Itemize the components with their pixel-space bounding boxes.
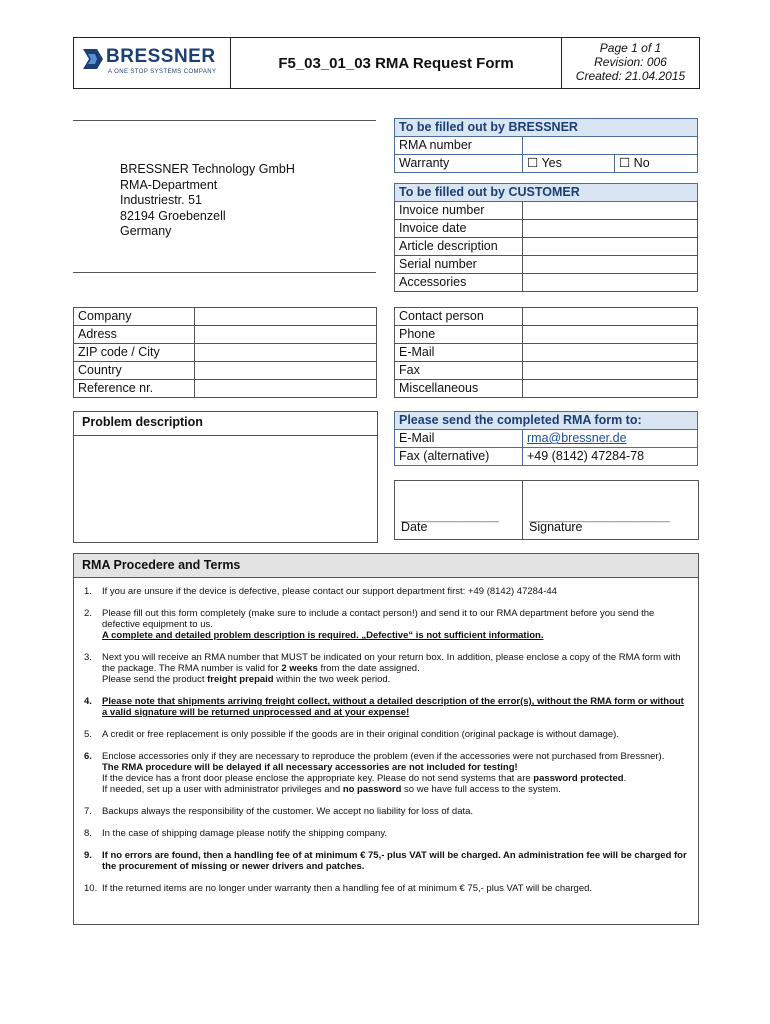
bressner-heading: To be filled out by BRESSNER <box>395 119 698 137</box>
term-item <box>84 608 688 641</box>
company-table <box>73 307 377 398</box>
address-line: 82194 Groebenzell <box>120 208 226 223</box>
term-number: 4. <box>84 696 92 707</box>
term-number: 10. <box>84 883 98 894</box>
address-line: Industriestr. 51 <box>120 193 202 207</box>
term-text-part: within the two week period. <box>273 674 391 685</box>
address-line: RMA-Department <box>120 177 218 192</box>
serial-number-label: Serial number <box>395 256 523 274</box>
warranty-yes-checkbox[interactable]: ☐ Yes <box>523 155 615 173</box>
send-email-link[interactable] <box>523 430 698 448</box>
term-text-part: so we have full access to the system. <box>401 784 561 795</box>
customer-heading: To be filled out by CUSTOMER <box>395 184 698 202</box>
term-text <box>102 751 688 795</box>
term-text-bold: password protected <box>533 773 624 784</box>
term-text <box>102 608 688 641</box>
term-number: 2. <box>84 608 92 619</box>
term-item <box>84 652 688 685</box>
term-text-bold: The RMA procedure will be delayed if all necessary accessories are not included for testing! <box>102 762 518 773</box>
send-to-table <box>394 411 698 466</box>
form-title: F5_03_01_03 RMA Request Form <box>231 38 562 88</box>
term-item <box>84 806 688 817</box>
fax-label: Fax <box>395 362 523 380</box>
address-line: BRESSNER Technology GmbH <box>120 162 295 176</box>
term-text-part: If needed, set up a user with administrator privileges and <box>102 784 343 795</box>
terms-heading: RMA Procedere and Terms <box>74 554 698 578</box>
term-text-part: Please send the product <box>102 674 208 685</box>
term-number: 9. <box>84 850 92 861</box>
rma-number-label: RMA number <box>395 137 523 155</box>
term-text-part: from the date assigned. <box>317 663 420 674</box>
date-label: Date <box>401 520 428 534</box>
logo-text: BRESSNER <box>106 46 216 67</box>
term-text: If you are unsure if the device is defective, please contact our support department first: +49 (8142) 47284-44 <box>102 586 557 597</box>
country-field[interactable] <box>195 362 377 380</box>
phone-label: Phone <box>395 326 523 344</box>
country-label: Country <box>74 362 195 380</box>
contact-table <box>394 307 698 398</box>
company-field[interactable] <box>195 308 377 326</box>
term-text-bold: no password <box>342 784 402 795</box>
revision: Revision: 006 <box>594 55 667 69</box>
logo-cell <box>74 38 231 88</box>
phone-field[interactable] <box>523 326 698 344</box>
serial-number-field[interactable] <box>523 256 698 274</box>
address-label: Adress <box>74 326 195 344</box>
term-text-bold: 2 weeks <box>281 663 318 674</box>
term-text: Backups always the responsibility of the customer. We accept no liability for loss of data. <box>102 806 474 817</box>
reference-field[interactable] <box>195 380 377 398</box>
term-text-part: If the device has a front door please enclose the appropriate key. Please do not send systems that are <box>102 773 534 784</box>
send-email-label: E-Mail <box>395 430 523 448</box>
page-number: Page 1 of 1 <box>599 41 662 55</box>
signature-line[interactable]: _______________________ <box>529 511 670 523</box>
problem-description-box <box>73 411 378 543</box>
send-fax-value: +49 (8142) 47284-78 <box>523 448 698 466</box>
zip-city-field[interactable] <box>195 344 377 362</box>
contact-person-field[interactable] <box>523 308 698 326</box>
term-number: 1. <box>84 586 92 597</box>
signature-label: Signature <box>529 520 583 534</box>
customer-table <box>394 183 698 292</box>
problem-description-field[interactable] <box>74 436 377 546</box>
term-number: 5. <box>84 729 92 740</box>
term-item <box>84 729 688 740</box>
send-heading: Please send the completed RMA form to: <box>395 412 698 430</box>
bressner-table <box>394 118 698 173</box>
signature-box <box>394 480 699 540</box>
problem-description-heading: Problem description <box>74 412 377 436</box>
term-text: Please note that shipments arriving freight collect, without a detailed description of the error(s), without the RMA form or without a valid signature will be returned unprocessed and at your expense! <box>102 696 684 718</box>
term-number: 8. <box>84 828 92 839</box>
rma-number-field[interactable] <box>523 137 698 155</box>
miscellaneous-label: Miscellaneous <box>395 380 523 398</box>
term-text-part: Enclose accessories only if they are necessary to reproduce the problem (even if the accessories were not purchased from Bressner). <box>102 751 665 762</box>
address-bottom-rule <box>73 272 376 273</box>
email-label: E-Mail <box>395 344 523 362</box>
recipient-address <box>120 162 295 240</box>
article-description-field[interactable] <box>523 238 698 256</box>
form-header <box>73 37 700 89</box>
date-line[interactable]: ________________ <box>401 511 499 523</box>
term-number: 7. <box>84 806 92 817</box>
logo-tagline: A ONE STOP SYSTEMS COMPANY <box>108 69 217 75</box>
term-number: 3. <box>84 652 92 663</box>
created-date: Created: 21.04.2015 <box>575 69 686 83</box>
term-text: If no errors are found, then a handling fee of at minimum € 75,- plus VAT will be charged. An administration fee will be charged for the procurement of missing or newer drivers and patches. <box>102 850 687 872</box>
terms-box <box>73 553 699 925</box>
term-item <box>84 586 688 597</box>
invoice-number-field[interactable] <box>523 202 698 220</box>
term-text-part: . <box>623 773 627 784</box>
article-description-label: Article description <box>395 238 523 256</box>
warranty-label: Warranty <box>395 155 523 173</box>
term-number: 6. <box>84 751 92 762</box>
term-text: If the returned items are no longer under warranty then a handling fee of at minimum € 75,- plus VAT will be charged. <box>102 883 593 894</box>
send-fax-label: Fax (alternative) <box>395 448 523 466</box>
term-text: A credit or free replacement is only possible if the goods are in their original condition (original package is without damage). <box>102 729 619 740</box>
term-item <box>84 828 688 839</box>
bressner-logo-icon <box>83 47 105 71</box>
zip-city-label: ZIP code / City <box>74 344 195 362</box>
term-item <box>84 883 688 894</box>
term-text-part: Please fill out this form completely (make sure to include a contact person!) and send it to our RMA department before you send the defective equipment to us. <box>102 608 655 630</box>
contact-person-label: Contact person <box>395 308 523 326</box>
terms-list <box>74 578 698 894</box>
fax-field[interactable] <box>523 362 698 380</box>
term-text <box>102 652 688 685</box>
term-text-part: Next you will receive an RMA number that MUST be indicated on your return box. In addition, please enclose a copy of the RMA form with the package. The RMA number is valid for <box>102 652 681 674</box>
document-meta <box>562 38 699 88</box>
term-item <box>84 751 688 795</box>
address-line: Germany <box>120 224 172 238</box>
reference-label: Reference nr. <box>74 380 195 398</box>
term-item <box>84 696 688 718</box>
accessories-field[interactable] <box>523 274 698 292</box>
term-text: In the case of shipping damage please notify the shipping company. <box>102 828 388 839</box>
company-label: Company <box>74 308 195 326</box>
invoice-number-label: Invoice number <box>395 202 523 220</box>
miscellaneous-field[interactable] <box>523 380 698 398</box>
email-field[interactable] <box>523 344 698 362</box>
invoice-date-label: Invoice date <box>395 220 523 238</box>
address-field[interactable] <box>195 326 377 344</box>
term-text-emphasis: A complete and detailed problem description is required. „Defective“ is not sufficient information. <box>102 630 544 641</box>
email-link-text[interactable]: rma@bressner.de <box>527 431 627 445</box>
warranty-no-checkbox[interactable]: ☐ No <box>615 155 698 173</box>
accessories-label: Accessories <box>395 274 523 292</box>
term-item <box>84 850 688 872</box>
invoice-date-field[interactable] <box>523 220 698 238</box>
term-text-bold: freight prepaid <box>207 674 274 685</box>
signature-divider <box>522 481 523 539</box>
address-top-rule <box>73 120 376 121</box>
